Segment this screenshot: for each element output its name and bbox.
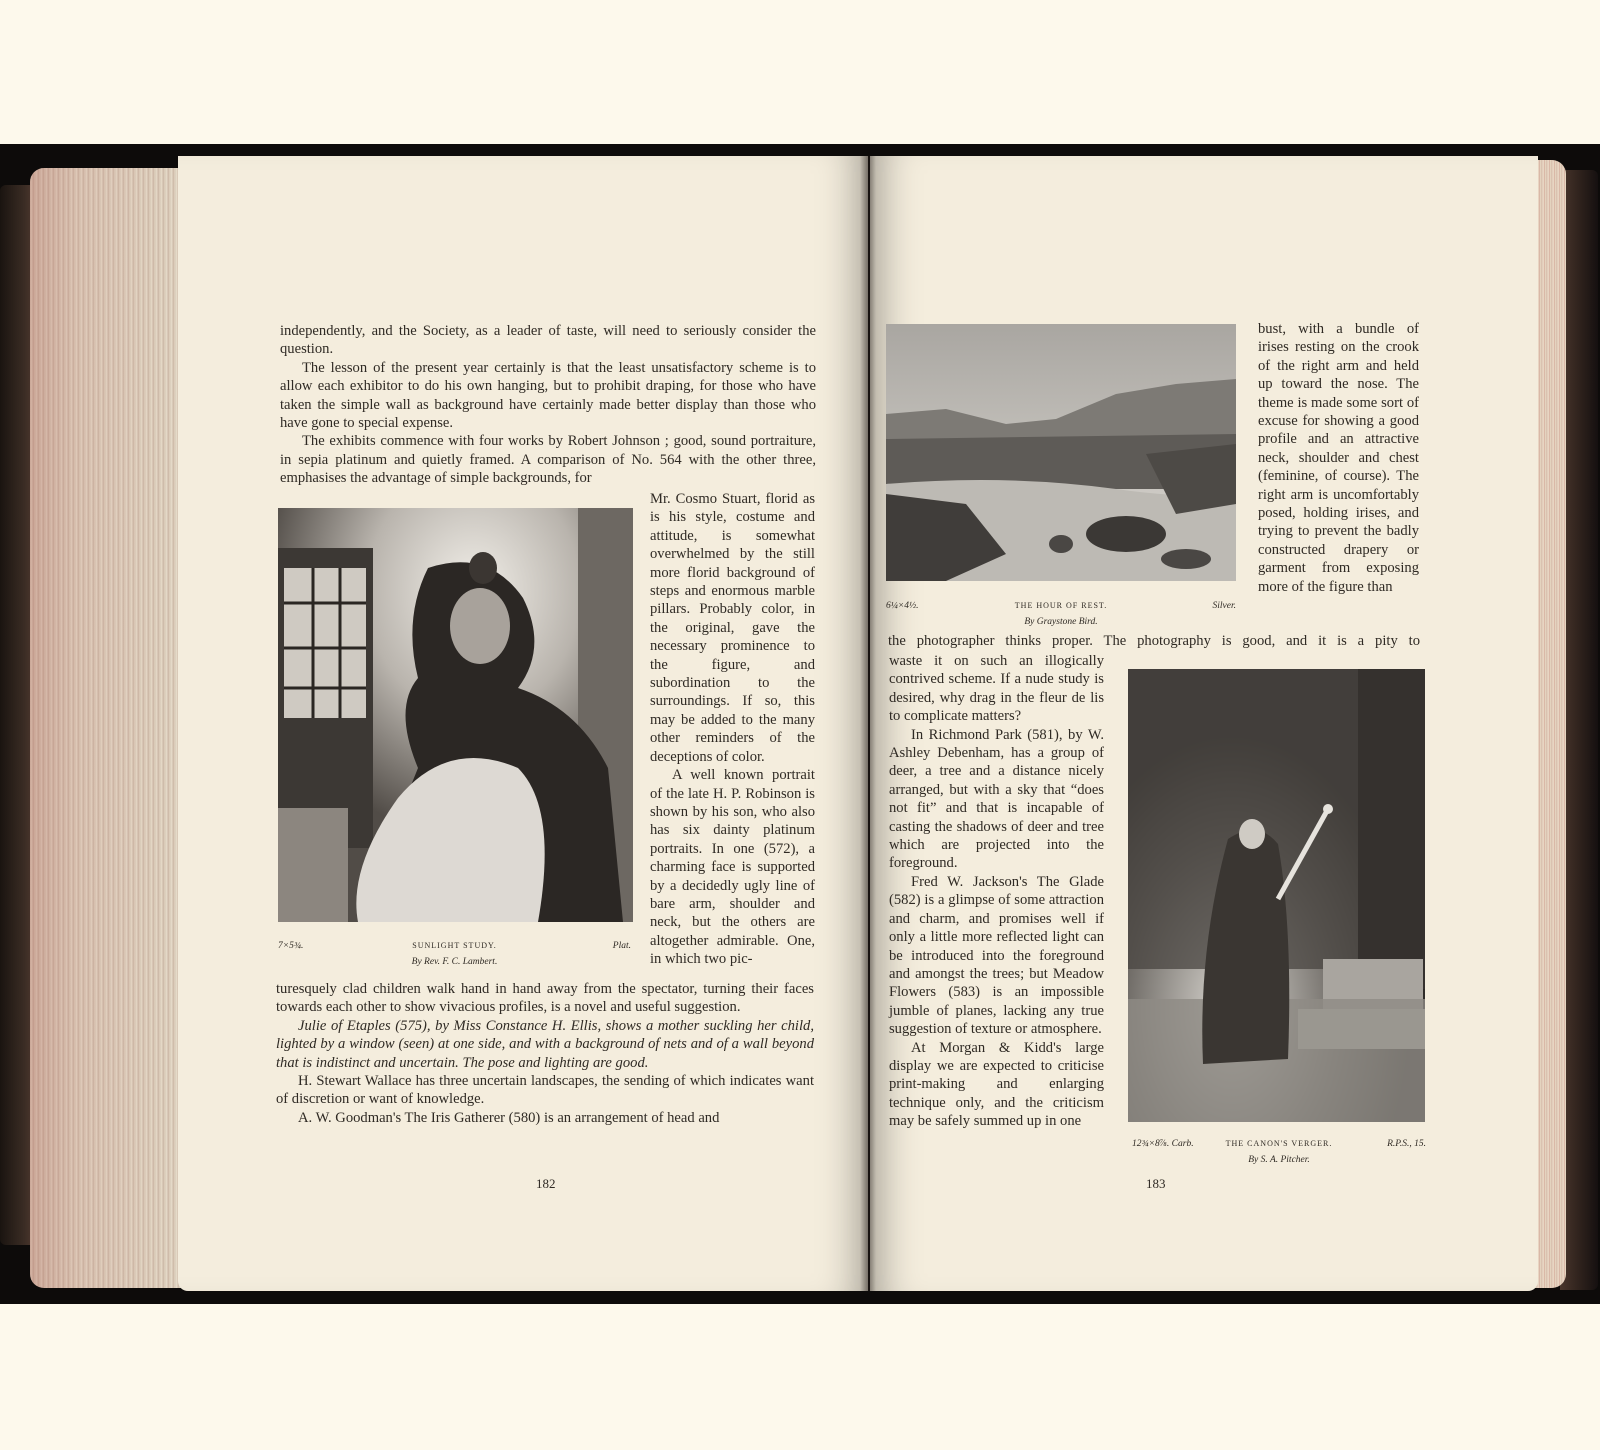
caption-process: Silver.	[1212, 601, 1236, 611]
right-full-line: the photographer thinks proper. The photography is good, and it is a pity to	[888, 633, 1420, 649]
sunlight-study-caption	[278, 940, 631, 974]
caption-size: 12¾×8⅞. Carb.	[1132, 1139, 1194, 1149]
paragraph: bust, with a bundle of irises resting on the crook of the right arm and held up toward the nose. The theme is made some sort of excuse for showing a good profile and an attractive neck, shoulder and chest (feminine, of course). The right arm is uncomfortably posed, holding irises, and trying to prevent the badly constructed drapery or garment from exposing more of the figure than	[1258, 321, 1419, 595]
left-side-column	[650, 490, 815, 969]
paragraph: independently, and the Society, as a leader of taste, will need to seriously consider the question.	[280, 323, 816, 358]
paragraph: H. Stewart Wallace has three uncertain landscapes, the sending of which indicates want of discretion or want of knowledge.	[276, 1073, 814, 1108]
paragraph: Julie of Etaples (575), by Miss Constance H. Ellis, shows a mother suckling her child, lighted by a window (seen) at one side, and with a background of nets and of a wall beyond that is indistinct and uncertain. The pose and lighting are good.	[276, 1017, 814, 1071]
sunlight-study-photo	[278, 508, 633, 922]
paragraph: At Morgan & Kidd's large display we are expected to criticise print-making and enlarging technique only, and the criticism may be safely summed up in one	[889, 1039, 1104, 1130]
paragraph: A. W. Goodman's The Iris Gatherer (580) is an arrangement of head and	[298, 1109, 720, 1126]
left-top-text	[280, 322, 816, 488]
caption-size: 7×5¾.	[278, 941, 304, 951]
paragraph: A well known portrait of the late H. P. Robinson is shown by his son, who also has six dainty platinum portraits. In one (572), a charming face is supported by a decidedly ugly line of bare arm, shoulder and neck, but the others are altogether admirable. One, in which two pic-	[650, 767, 815, 968]
portrait-photo-image	[278, 508, 633, 922]
left-bottom-text	[276, 980, 814, 1127]
caption-title: THE CANON'S VERGER.	[1225, 1139, 1333, 1148]
caption-credit: By Rev. F. C. Lambert.	[411, 957, 498, 967]
caption-credit: By Graystone Bird.	[1024, 617, 1098, 627]
caption-process: R.P.S., 15.	[1387, 1139, 1426, 1149]
canons-verger-caption	[1132, 1138, 1426, 1172]
paragraph: waste it on such an illogically contrived scheme. If a nude study is desired, why drag in the fleur de lis to complicate matters?	[889, 653, 1104, 725]
page-number-left: 182	[536, 1176, 556, 1191]
paragraph: In Richmond Park (581), by W. Ashley Debenham, has a group of deer, a tree and a distance nicely arranged, but with a sky that “does not fit” and that is incapable of casting the shadows of deer and tree which are projected into the foreground.	[889, 726, 1104, 872]
caption-title: THE HOUR OF REST.	[1014, 601, 1108, 610]
right-column-text	[889, 652, 1104, 1131]
paragraph: Mr. Cosmo Stuart, florid as is his style, costume and attitude, is somewhat overwhelmed by the still more florid background of steps and enormous marble pillars. Probably color, in the original, gave the necessary prominence to the figure, and subordination to the surroundings. If so, this may be added to the many other reminders of the deceptions of color.	[650, 491, 815, 765]
paragraph: The lesson of the present year certainly is that the least unsatisfactory scheme is to allow each exhibitor to do his own hanging, but to prohibit draping, for those who have taken the simple wall as background have certainly made better display than those who have gone to special expense.	[280, 359, 816, 432]
caption-title: SUNLIGHT STUDY.	[412, 941, 497, 950]
page-number-right: 183	[1146, 1176, 1166, 1191]
paragraph: The exhibits commence with four works by Robert Johnson ; good, sound portraiture, in sepia platinum and quietly framed. A comparison of No. 564 with the other three, emphasises the advantage of simple backgrounds, for	[280, 433, 816, 487]
left-page-edges	[30, 168, 190, 1288]
canons-verger-photo	[1128, 669, 1425, 1122]
top-margin	[0, 0, 1600, 144]
hour-of-rest-photo	[886, 324, 1236, 581]
verger-photo-image	[1128, 669, 1425, 1122]
caption-credit: By S. A. Pitcher.	[1248, 1155, 1310, 1165]
paragraph: Fred W. Jackson's The Glade (582) is a glimpse of some attraction and charm, and promises well if only a little more reflected light can be introduced into the foreground and amongst the trees; but Meadow Flowers (583) is an impossible jumble of planes, lacking any true suggestion of texture or atmosphere.	[889, 873, 1104, 1038]
caption-process: Plat.	[612, 941, 631, 951]
bottom-margin	[0, 1304, 1600, 1450]
landscape-photo-image	[886, 324, 1236, 581]
hour-of-rest-caption	[886, 600, 1236, 634]
paragraph: turesquely clad children walk hand in hand away from the spectator, turning their faces towards each other to show vivacious profiles, is a novel and useful suggestion.	[276, 981, 814, 1016]
book-gutter	[860, 156, 876, 1291]
caption-size: 6¼×4½.	[886, 601, 919, 611]
right-side-column	[1258, 320, 1419, 596]
